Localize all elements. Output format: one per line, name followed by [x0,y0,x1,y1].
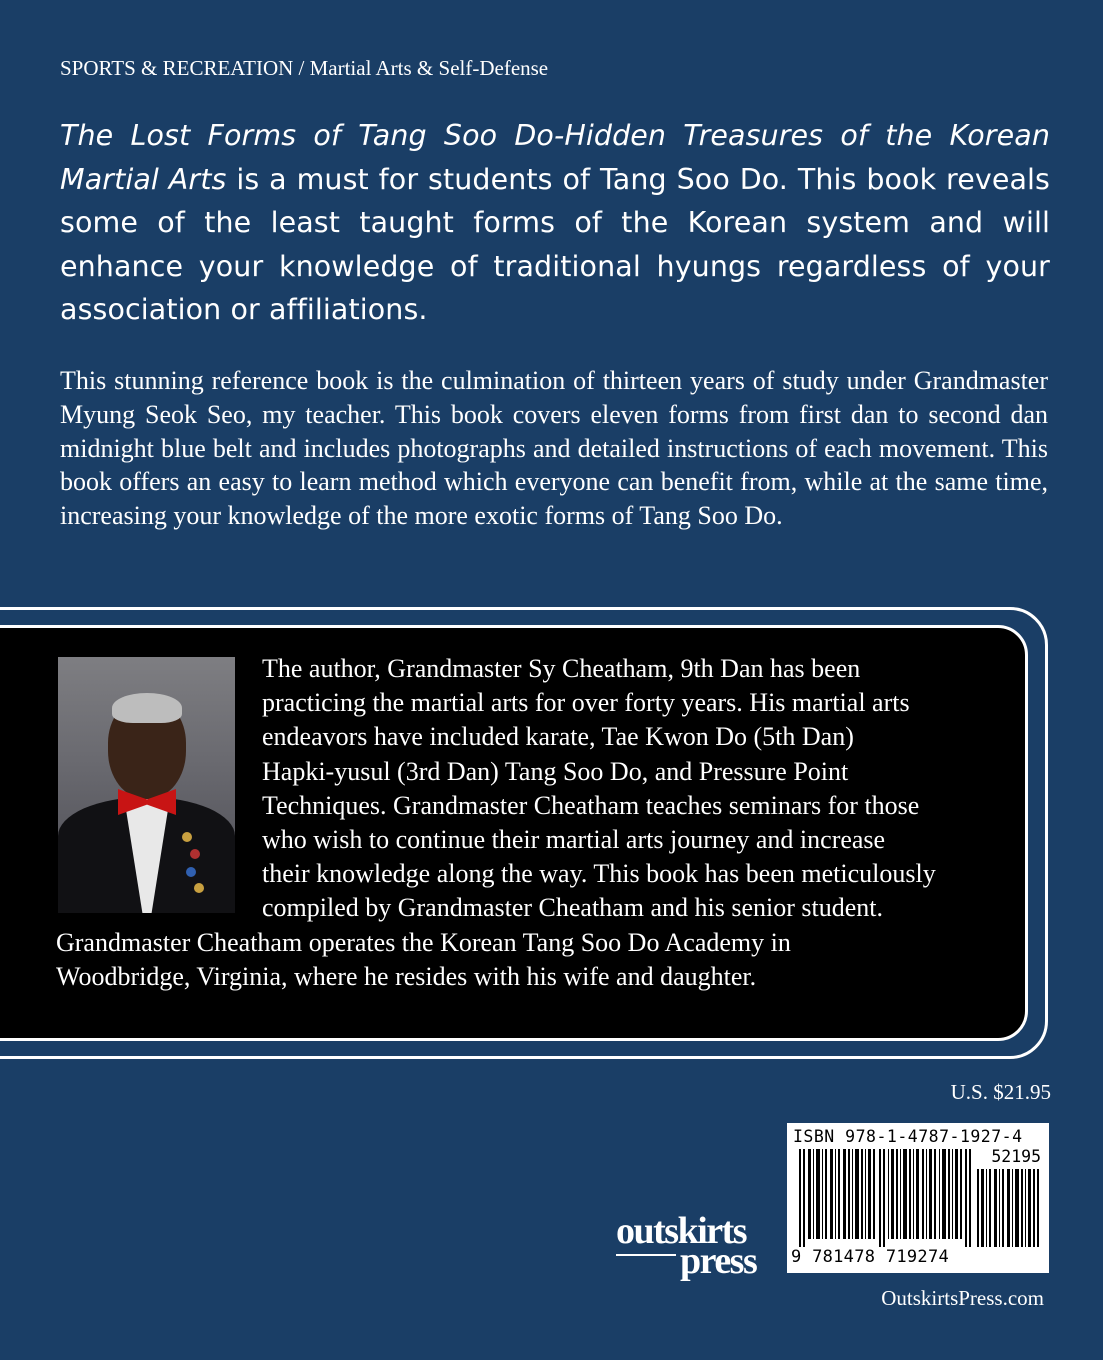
bio-line: compiled by Grandmaster Cheatham and his senior student. [262,893,883,923]
bio-line: who wish to continue their martial arts journey and increase [262,825,886,855]
logo-rule [616,1254,676,1256]
isbn-barcode [787,1123,1049,1273]
book-title: The Lost Forms of Tang Soo Do-Hidden Treasures of the Korean Martial Arts [60,119,1050,196]
publisher-logo [616,1212,778,1284]
intro-paragraph [60,114,1050,332]
category-label: SPORTS & RECREATION / Martial Arts & Self-Defense [60,56,549,80]
bio-line: Grandmaster Cheatham operates the Korean Tang Soo Do Academy in [56,927,791,957]
description-paragraph: This stunning reference book is the culmination of thirteen years of study under Grandmaster Myung Seok Seo, my teacher. This book covers eleven forms from first dan to second dan midnight blue belt and includes photographs and detailed instructions of each movement. This book offers an easy to learn method which everyone can benefit from, while at the same time, increasing your knowledge of the more exotic forms of Tang Soo Do. [60,366,1048,531]
isbn-text: ISBN 978-1-4787-1927-4 [793,1127,1023,1146]
intro-text: is a must for students of Tang Soo Do. This book reveals some of the least taught forms of the Korean system and will enhance your knowledge of traditional hyungs regardless of your association or affiliations. [60,162,1051,326]
bio-line: Woodbridge, Virginia, where he resides with his wife and daughter. [56,961,757,991]
ean-number: 9 781478 719274 [791,1247,950,1267]
publisher-website: OutskirtsPress.com [881,1286,1044,1310]
bio-line: endeavors have included karate, Tae Kwon Do (5th Dan) [262,722,854,752]
bio-line: practicing the martial arts for over forty years. His martial arts [262,688,910,718]
bio-line: The author, Grandmaster Sy Cheatham, 9th Dan has been [262,654,861,683]
ean-barcode-bars [799,1149,975,1247]
author-bio [56,652,1046,994]
addon-barcode-bars [977,1169,1041,1247]
logo-line-1: outskirts [616,1210,747,1252]
addon-number: 52195 [991,1147,1041,1166]
bio-line: Hapki-yusul (3rd Dan) Tang Soo Do, and Pressure Point [262,756,849,786]
bio-line: Techniques. Grandmaster Cheatham teaches seminars for those [262,790,920,820]
price-label: U.S. $21.95 [950,1080,1051,1104]
bio-line: their knowledge along the way. This book has been meticulously [262,859,936,889]
logo-line-2: press [680,1240,757,1282]
